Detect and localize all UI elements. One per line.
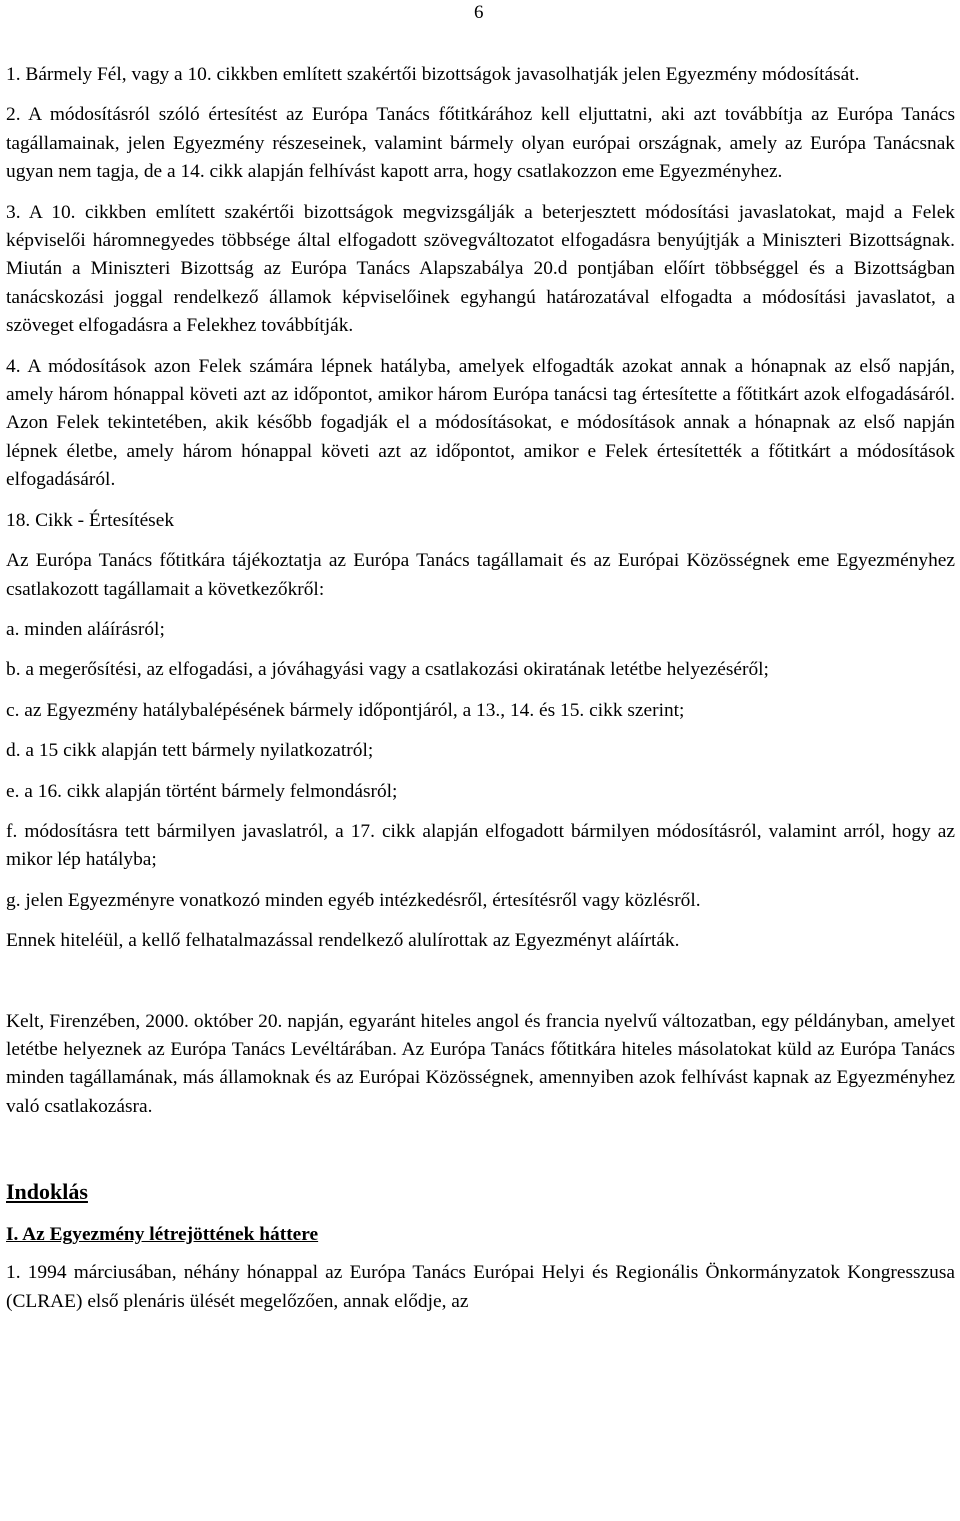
- article-item-a: a. minden aláírásról;: [6, 618, 165, 640]
- paragraph-2: 2. A módosításról szóló értesítést az Európa Tanács főtitkárához kell eljuttatni, aki azt továbbítja az Európa Tanács tagállamainak, jelen Egyezmény részeseinek, valamint bármely olyan európai országnak, amely az Európa Tanácsnak ugyan nem tagja, de a 14. cikk alapján felhívást kapott arra, hogy csatlakozzon eme Egyezményhez.: [6, 104, 955, 183]
- document-body: [6, 61, 955, 1328]
- paragraph-4: 4. A módosítások azon Felek számára lépnek hatályba, amelyek elfogadták azokat annak a hónapnak az első napján, amely három hónappal követi azt az időpontot, amikor három Európa tanácsi tag értesítette a főtitkárt azok elfogadásáról. Azon Felek tekintetében, akik később fogadják el a módosításokat, e módosítások annak a hónapnak az első napján lépnek életbe, amely három hónappal követi azt az időpontot, amikor e Felek értesítették a főtitkárt a módosítások elfogadásáról.: [6, 355, 955, 491]
- article-item-f: f. módosításra tett bármilyen javaslatról, a 17. cikk alapján elfogadott bármilyen módosításról, valamint arról, hogy az mikor lép hatályba;: [6, 820, 955, 871]
- article-item-d: d. a 15 cikk alapján tett bármely nyilatkozatról;: [6, 740, 374, 762]
- article-item-c: c. az Egyezmény hatálybalépésének bármely időpontjáról, a 13., 14. és 15. cikk szerint;: [6, 699, 685, 721]
- section-title: Indoklás: [6, 1179, 88, 1205]
- background-paragraph: 1. 1994 márciusában, néhány hónappal az Európa Tanács Európai Helyi és Regionális Önkormányzatok Kongresszusa (CLRAE) első plenáris ülését megelőzően, annak elődje, az: [6, 1262, 955, 1312]
- subsection-title: I. Az Egyezmény létrejöttének háttere: [6, 1224, 319, 1246]
- paragraph-3: 3. A 10. cikkben említett szakértői bizottságok megvizsgálják a beterjesztett módosítási javaslatokat, majd a Felek képviselői háromnegyedes többsége által elfogadott szövegváltozatot elfogadásra benyújtják a Miniszteri Bizottságnak. Miután a Miniszteri Bizottság az Európa Tanács Alapszabálya 20.d pontjában előírt többséggel és a Bizottságban tanácskozási joggal rendelkező államok képviselőinek egyhangú határozatával elfogadta a módosítási javaslatot, a szöveget elfogadásra a Felekhez továbbítják.: [6, 201, 955, 337]
- article-item-g: g. jelen Egyezményre vonatkozó minden egyéb intézkedésről, értesítésről vagy közlésről.: [6, 889, 701, 911]
- spacer: [6, 1133, 955, 1177]
- paragraph-1: 1. Bármely Fél, vagy a 10. cikkben említett szakértői bizottságok javasolhatják jelen Egyezmény módosítását.: [6, 64, 860, 85]
- article-intro: Az Európa Tanács főtitkára tájékoztatja az Európa Tanács tagállamait és az Európai Közösségnek eme Egyezményhez csatlakozott tagállamait a következőkről:: [6, 550, 955, 600]
- done-at-paragraph: Kelt, Firenzében, 2000. október 20. napján, egyaránt hiteles angol és francia nyelvű változatban, egy példányban, amelyet letétbe helyeznek az Európa Tanács Levéltárában. Az Európa Tanács főtitkára hiteles másolatokat küld az Európa Tanács minden tagállamának, más államoknak és az Európai Közösségnek, amennyiben azok felhívást kapnak az Egyezményhez való csatlakozásra.: [6, 1010, 955, 1117]
- article-item-e: e. a 16. cikk alapján történt bármely felmondásról;: [6, 780, 398, 802]
- article-heading: 18. Cikk - Értesítések: [6, 509, 175, 531]
- page-number: 6: [474, 2, 484, 23]
- spacer: [6, 968, 955, 1008]
- witness-clause: Ennek hiteléül, a kellő felhatalmazással rendelkező alulírottak az Egyezményt aláírták.: [6, 930, 680, 952]
- article-item-b: b. a megerősítési, az elfogadási, a jóváhagyási vagy a csatlakozási okiratának letétbe helyezéséről;: [6, 659, 769, 681]
